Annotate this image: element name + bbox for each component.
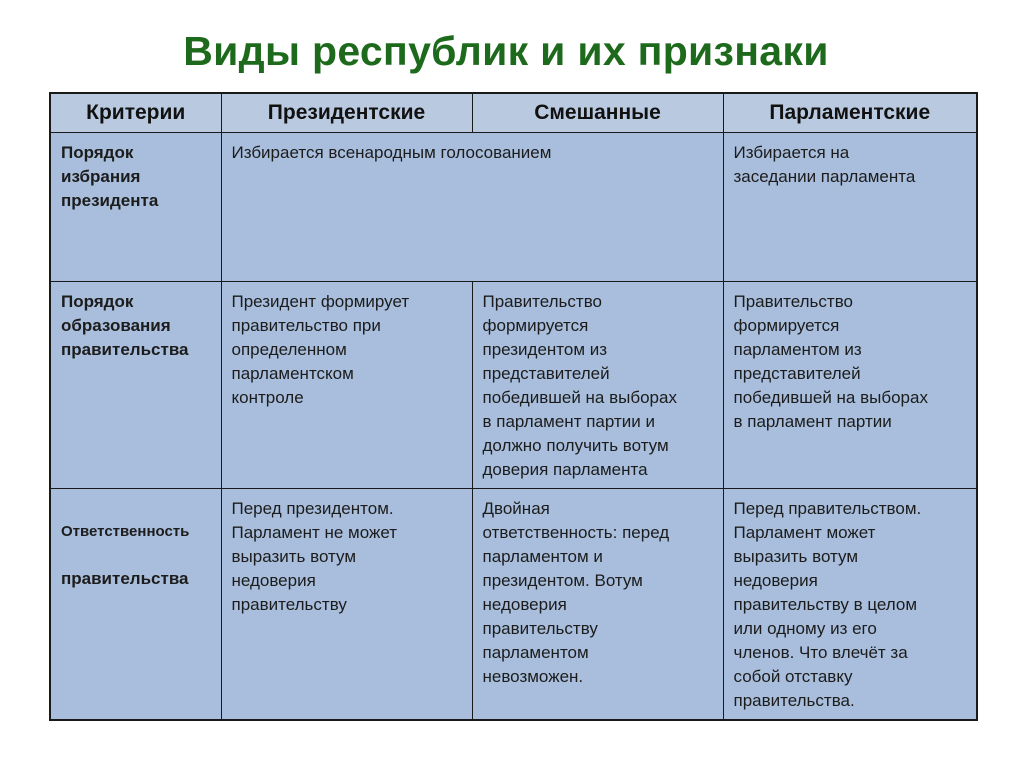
- row3-criterion: [51, 489, 221, 621]
- row2-mixed-cell: [472, 282, 723, 489]
- row1-presidential-mixed-cell: [221, 133, 723, 282]
- row1-parliamentary-cell: [723, 133, 977, 282]
- row3-parliamentary-cell: [723, 489, 977, 721]
- header-mixed: Смешанные: [472, 93, 723, 133]
- row3-mixed: Двойная ответственность: перед парламентом и президентом. Вотум недоверия правительству парламентом невозможен.: [482, 499, 670, 686]
- row1-criterion: Порядок избрания президента: [61, 143, 159, 210]
- row2-parliamentary: Правительство формируется парламентом из представителей победившей на выборах в парламент партии: [733, 292, 928, 431]
- row1-parliamentary: Избирается на заседании парламента: [733, 143, 916, 186]
- table-row: [50, 133, 977, 282]
- header-parliamentary: Парламентские: [723, 93, 977, 133]
- table-row: [50, 282, 977, 489]
- row2-presidential: Президент формирует правительство при определенном парламентском контроле: [231, 292, 410, 407]
- row3-parliamentary: Перед правительством. Парламент может выразить вотум недоверия правительству в целом или одному из его членов. Что влечёт за собой отставку правительства.: [733, 499, 922, 710]
- row3-presidential-cell: [221, 489, 472, 721]
- row2-presidential-cell: [221, 282, 472, 489]
- row3-criterion-line1: Ответственность: [61, 523, 190, 540]
- row1-presidential-mixed: Избирается всенародным голосованием: [231, 143, 552, 162]
- table-header-row: [50, 93, 977, 133]
- header-criteria: Критерии: [50, 93, 221, 133]
- table-row: [50, 489, 977, 721]
- row3-criterion-line2: правительства: [61, 569, 189, 588]
- row2-criterion-cell: [50, 282, 221, 489]
- row3-mixed-cell: [472, 489, 723, 721]
- header-presidential: Президентские: [221, 93, 472, 133]
- row3-criterion-cell: [50, 489, 221, 721]
- row1-criterion-cell: [50, 133, 221, 282]
- row2-parliamentary-cell: [723, 282, 977, 489]
- row2-criterion: Порядок образования правительства: [61, 292, 189, 359]
- row3-presidential: Перед президентом. Парламент не может выразить вотум недоверия правительству: [231, 499, 398, 614]
- row2-mixed: Правительство формируется президентом из представителей победившей на выборах в парламент партии и должно получить вотум доверия парламента: [482, 292, 677, 479]
- page-title: Виды республик и их признаки: [183, 28, 829, 74]
- republic-types-table: [49, 92, 978, 721]
